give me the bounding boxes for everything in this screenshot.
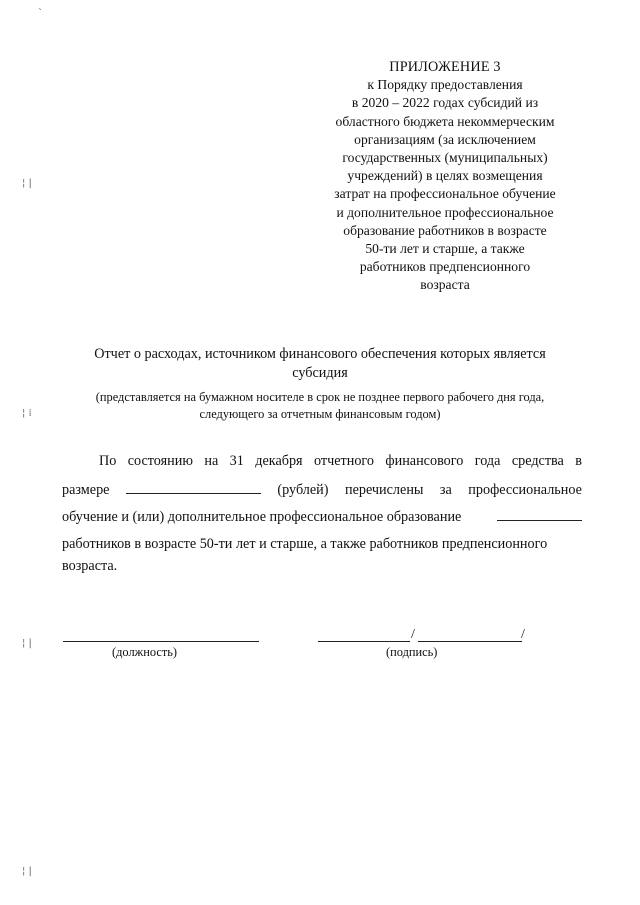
appendix-line: образование работников в возрасте <box>343 222 547 238</box>
body-word: перечислены <box>344 482 424 498</box>
body-line-5 <box>62 557 582 575</box>
body-word: отчетного <box>314 453 374 469</box>
appendix-header <box>300 58 590 295</box>
body-line-3 <box>62 508 582 526</box>
report-title-line: Отчет о расходах, источником финансового обеспечения которых является <box>94 346 546 362</box>
body-word: профессиональное <box>468 482 582 498</box>
education-type-blank-field[interactable] <box>497 508 582 521</box>
appendix-line: к Порядку предоставления <box>367 77 523 93</box>
body-word: года <box>474 453 501 469</box>
appendix-line: государственных (муниципальных) <box>342 150 548 166</box>
body-line-1 <box>62 452 582 470</box>
report-note <box>40 389 600 422</box>
scan-mark: ¦ | <box>22 866 32 877</box>
report-title-line: субсидия <box>292 364 348 381</box>
report-note-line: следующего за отчетным финансовым годом) <box>199 406 441 421</box>
appendix-line: затрат на профессиональное обучение <box>334 186 556 202</box>
appendix-title: ПРИЛОЖЕНИЕ 3 <box>389 59 501 75</box>
appendix-line: и дополнительное профессиональное <box>336 204 554 220</box>
body-word: (рублей) <box>277 482 329 498</box>
appendix-line: областного бюджета некоммерческим <box>335 113 555 129</box>
signature-slash: / <box>411 627 415 642</box>
body-word: По <box>99 453 117 469</box>
body-word: финансового <box>385 453 464 469</box>
body-word: состоянию <box>127 453 193 469</box>
body-line-2 <box>62 481 582 499</box>
body-text: обучение и (или) дополнительное профессиональное образование <box>62 509 462 525</box>
appendix-line: организациям (за исключением <box>354 131 536 147</box>
body-line-4 <box>62 535 582 553</box>
body-word: размере <box>62 482 110 498</box>
scan-mark: ¦ | <box>22 178 32 189</box>
position-caption: (должность) <box>112 645 178 659</box>
signature-name-line[interactable] <box>418 641 522 642</box>
signature-slash: / <box>521 627 525 642</box>
signature-caption: (подпись) <box>386 645 438 659</box>
position-signature-line[interactable] <box>63 641 259 642</box>
body-text: возраста. <box>62 558 118 574</box>
body-word: в <box>575 453 582 469</box>
body-word: за <box>439 482 452 498</box>
appendix-line: в 2020 – 2022 годах субсидий из <box>351 95 539 111</box>
scan-mark: ¦ ⁞ <box>22 408 32 419</box>
appendix-line: 50-ти лет и старше, а также <box>365 241 525 257</box>
report-note-line: (представляется на бумажном носителе в срок не позднее первого рабочего дня года, <box>95 390 545 404</box>
body-word: средства <box>511 453 564 469</box>
body-text: работников в возрасте 50-ти лет и старше, а также работников предпенсионного <box>62 536 548 552</box>
scan-mark: ˋ <box>38 8 43 19</box>
appendix-line: учреждений) в целях возмещения <box>347 168 543 184</box>
body-word: декабря <box>255 453 303 469</box>
signature-line[interactable] <box>318 641 410 642</box>
appendix-line: работников предпенсионного <box>359 259 531 275</box>
body-word: 31 <box>229 453 244 469</box>
body-word: на <box>204 453 219 469</box>
report-title <box>40 345 600 382</box>
scan-mark: ¦ | <box>22 638 32 649</box>
appendix-line: возраста <box>420 277 470 293</box>
amount-blank-field[interactable] <box>126 481 261 494</box>
